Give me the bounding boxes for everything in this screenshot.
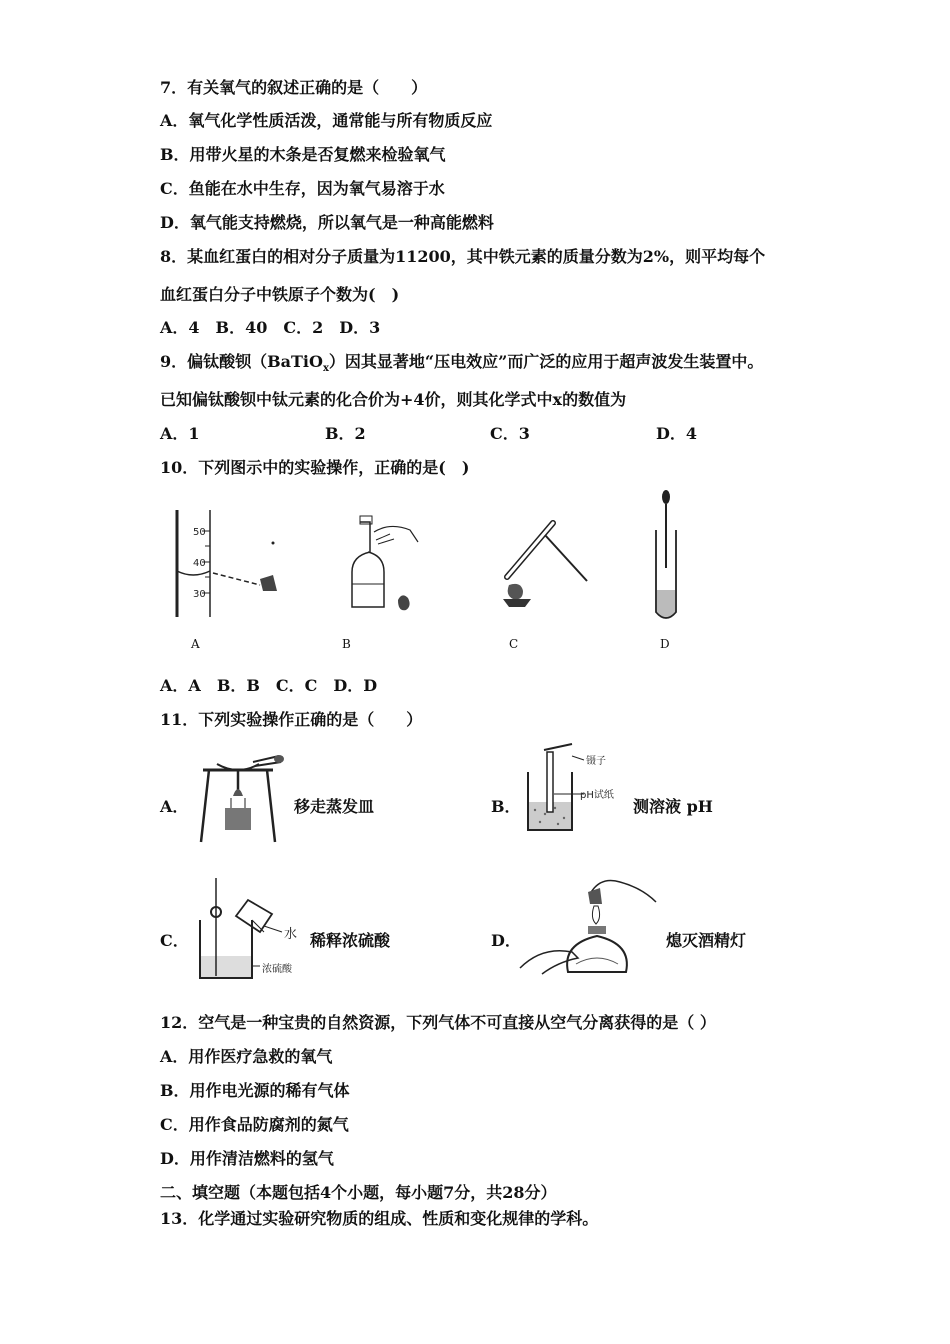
- cylinder-tick-50: 50: [193, 527, 206, 538]
- q11-option-b-caption: 测溶液 pH: [633, 797, 713, 816]
- label-ph-paper: pH试纸: [580, 790, 614, 801]
- q11-figure-d-alcohol-lamp: [518, 874, 663, 982]
- q10-label-b: B: [342, 637, 351, 651]
- q9-stem-line2: 已知偏钛酸钡中钛元素的化合价为+4价，则其化学式中x的数值为: [160, 390, 627, 409]
- q7-option-d: D．氧气能支持燃烧，所以氧气是一种高能燃料: [160, 213, 494, 232]
- q7-option-a: A．氧气化学性质活泼，通常能与所有物质反应: [160, 111, 493, 130]
- q11-figure-b-ph-test: [520, 742, 625, 837]
- q9-stem-post: ）因其显著地“压电效应”而广泛的应用于超声波发生装置中。: [328, 352, 764, 371]
- q10-label-c: C: [509, 637, 519, 651]
- q9-option-a: A．1: [160, 424, 200, 443]
- q12-stem: 12．空气是一种宝贵的自然资源，下列气体不可直接从空气分离获得的是（ ）: [160, 1013, 716, 1032]
- q11-option-b-tag: B．: [491, 797, 521, 816]
- q9-stem-pre: 9．偏钛酸钡（BaTiO: [160, 352, 323, 371]
- q10-stem: 10．下列图示中的实验操作，正确的是( ): [160, 458, 470, 477]
- q9-option-c: C．3: [490, 424, 530, 443]
- q7-option-c: C．鱼能在水中生存，因为氧气易溶于水: [160, 179, 445, 198]
- q10-label-a: A: [191, 637, 200, 651]
- q12-option-b: B．用作电光源的稀有气体: [160, 1081, 350, 1100]
- cylinder-tick-40: 40: [193, 558, 206, 569]
- q10-figure-a-cylinder-reading: [165, 505, 285, 625]
- q7-stem: 7．有关氧气的叙述正确的是（ ）: [160, 78, 428, 97]
- q10-figure-d-dropper-tube: [648, 488, 688, 628]
- q7-option-b: B．用带火星的木条是否复燃来检验氧气: [160, 145, 446, 164]
- q8-stem-line2: 血红蛋白分子中铁原子个数为( ): [160, 285, 400, 304]
- q8-stem-line1: 8．某血红蛋白的相对分子质量为11200，其中铁元素的质量分数为2%，则平均每个: [160, 247, 766, 266]
- label-tweezers: 镊子: [586, 756, 606, 767]
- q11-stem: 11．下列实验操作正确的是（ ）: [160, 710, 423, 729]
- q13-stem: 13．化学通过实验研究物质的组成、性质和变化规律的学科。: [160, 1209, 599, 1228]
- label-conc-acid: 浓硫酸: [262, 964, 292, 975]
- q11-option-a-tag: A．: [160, 797, 189, 816]
- label-water: 水: [284, 927, 298, 942]
- q11-option-c-tag: C．: [160, 931, 189, 950]
- q10-figure-c-heating-tube: [495, 515, 595, 615]
- q10-options: A．A B．B C．C D．D: [160, 676, 378, 695]
- q10-label-d: D: [660, 637, 670, 651]
- q12-option-a: A．用作医疗急救的氧气: [160, 1047, 333, 1066]
- q9-stem-line1: [160, 352, 763, 379]
- q11-figure-a-evaporating-dish: [195, 752, 285, 847]
- section-2-heading: 二、填空题（本题包括4个小题，每小题7分，共28分）: [160, 1183, 557, 1202]
- q11-figure-c-dilution: [192, 876, 312, 984]
- q9-stem-sub: x: [322, 363, 329, 375]
- cylinder-tick-30: 30: [193, 589, 206, 600]
- q11-option-d-tag: D．: [491, 931, 521, 950]
- q11-option-a-caption: 移走蒸发皿: [294, 797, 375, 816]
- q11-option-d-caption: 熄灭酒精灯: [666, 931, 747, 950]
- q10-figure-b-reagent-bottle: [340, 512, 430, 622]
- q8-options: A．4 B．40 C．2 D．3: [160, 318, 381, 337]
- q11-option-c-caption: 稀释浓硫酸: [310, 931, 391, 950]
- q12-option-d: D．用作清洁燃料的氢气: [160, 1149, 334, 1168]
- q12-option-c: C．用作食品防腐剂的氮气: [160, 1115, 349, 1134]
- q9-option-b: B．2: [325, 424, 366, 443]
- q9-option-d: D．4: [656, 424, 698, 443]
